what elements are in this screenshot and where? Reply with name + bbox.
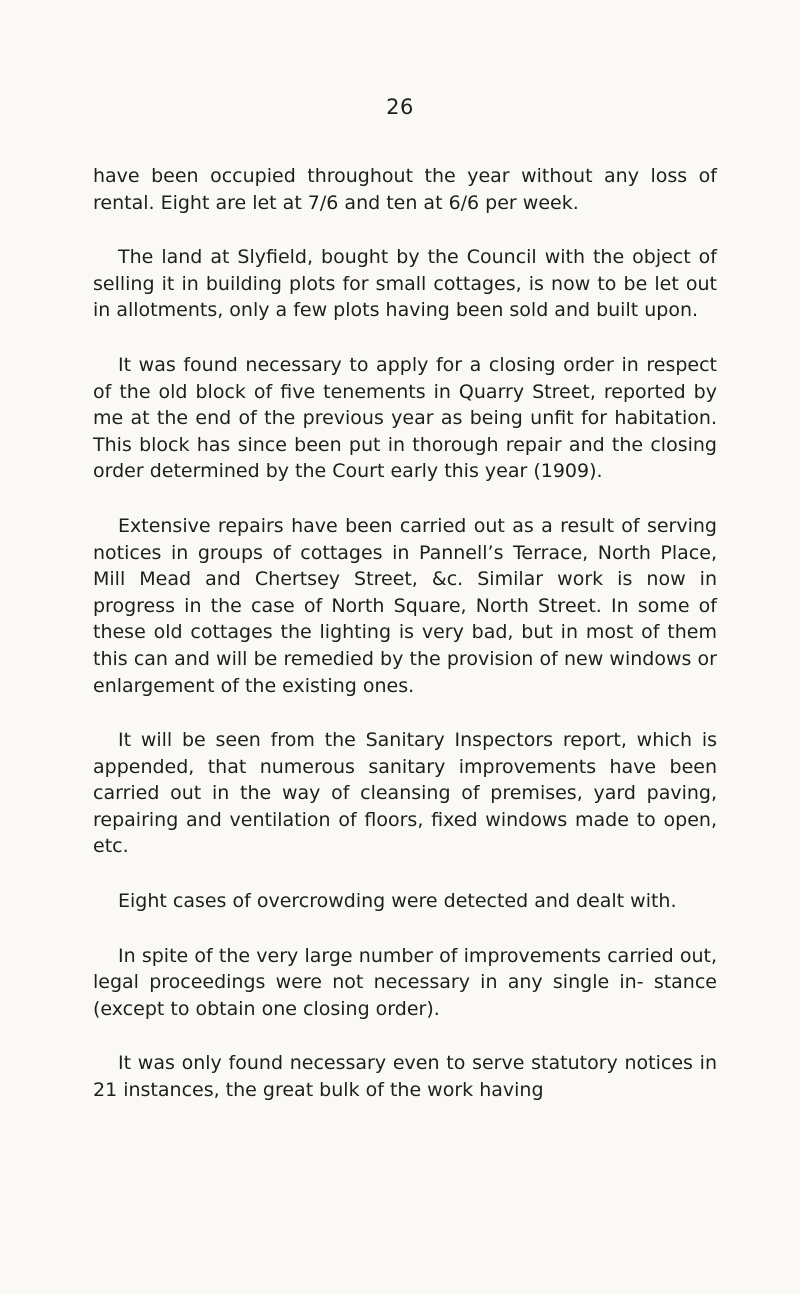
paragraph-sanitary-improvements: It will be seen from the Sanitary Inspectors report, which is appended, that numerous sanitary improvements have been carried out in the way of cleansing of premises, yard paving, repairing and ventilation of floors, fixed windows made to open, etc. bbox=[93, 729, 717, 858]
body-text bbox=[93, 163, 717, 1132]
paragraph-slyfield-land: The land at Slyfield, bought by the Council with the object of selling it in building plots for small cottages, is now to be let out in allotments, only a few plots having been sold and built upon. bbox=[93, 246, 717, 322]
paragraph-overcrowding: Eight cases of overcrowding were detected and dealt with. bbox=[118, 890, 677, 913]
paragraph-legal-proceedings: In spite of the very large number of improvements carried out, legal proceedings were not necessary in any single in- stance (except to obtain one closing order). bbox=[93, 944, 717, 1020]
paragraph-occupied-rental: have been occupied throughout the year without any loss of rental. Eight are let at 7/6 and ten at 6/6 per week. bbox=[93, 165, 717, 214]
page-number: 26 bbox=[386, 95, 414, 119]
paragraph-closing-order: It was found necessary to apply for a closing order in respect of the old block of five tenements in Quarry Street, reported by me at the end of the previous year as being unfit for habitation. This block has since been put in thorough repair and the closing order determined by the Court early this year (1909). bbox=[93, 353, 717, 483]
paragraph-extensive-repairs: Extensive repairs have been carried out as a result of serving notices in groups of cottages in Pannell’s Terrace, North Place, Mill Mead and Chertsey Street, &c. Similar work is now in progress in the case of North Square, North Street. In some of these old cottages the lighting is very bad, but in most of them this can and will be remedied by the provision of new windows or enlargement of the existing ones. bbox=[93, 514, 717, 697]
paragraph-statutory-notices: It was only found necessary even to serve statutory notices in 21 instances, the great bulk of the work having bbox=[93, 1052, 717, 1102]
